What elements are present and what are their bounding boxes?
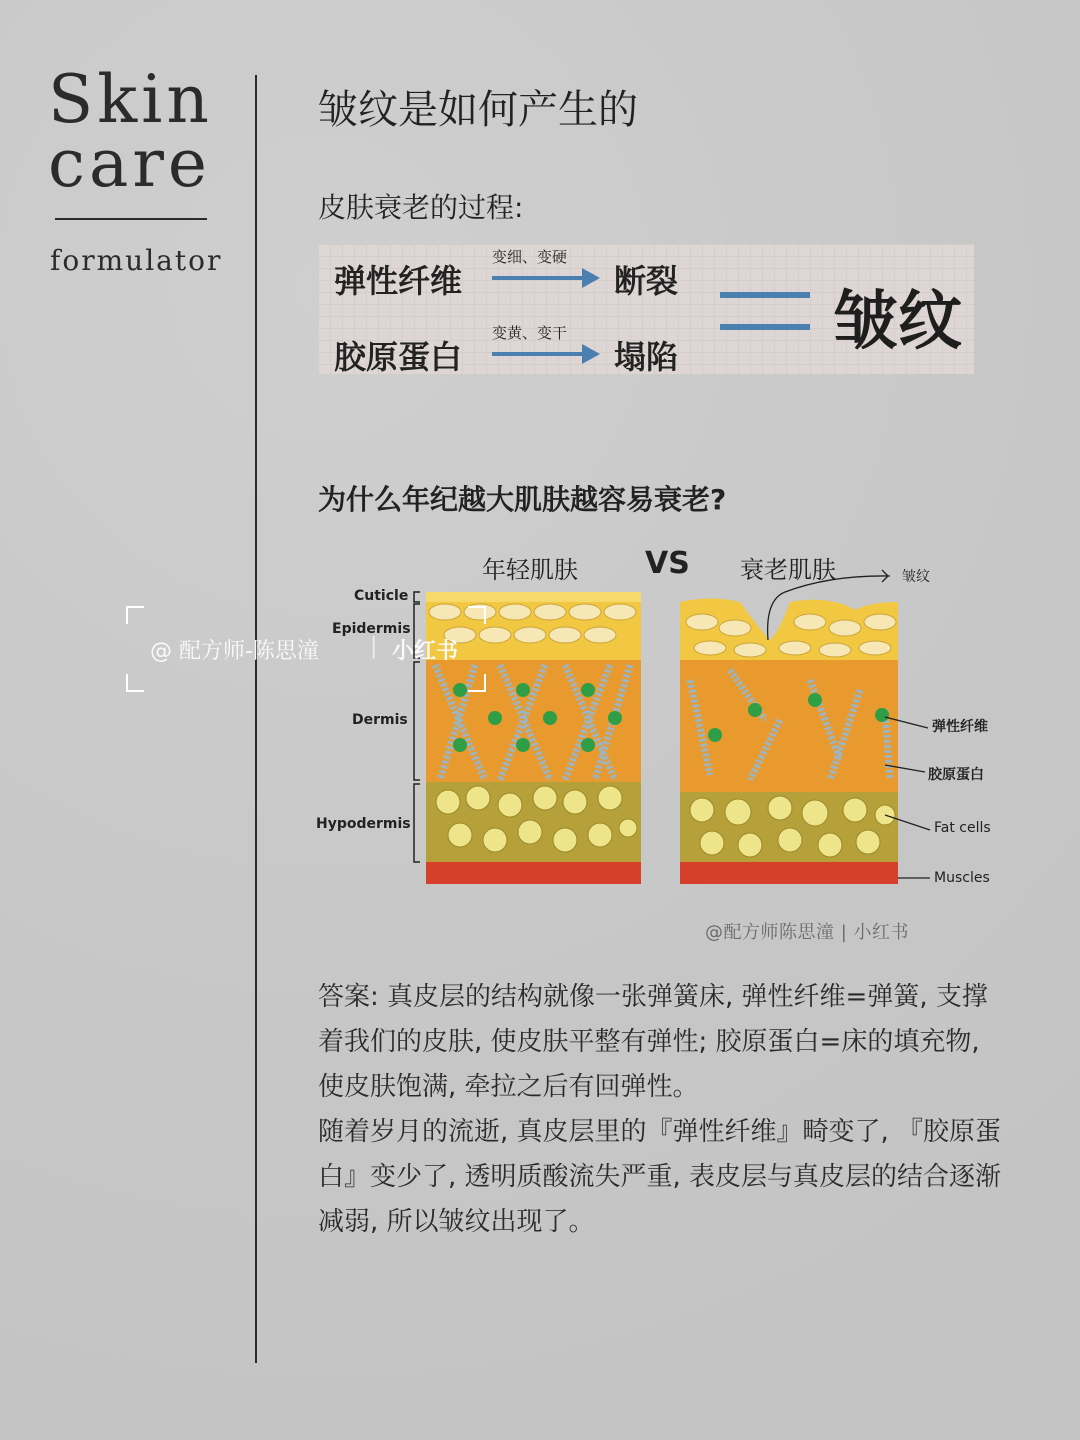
flow-outcome-wrinkle: 皱纹 — [834, 285, 962, 359]
label-elastic-fiber: 弹性纤维 — [932, 719, 988, 735]
overlay-watermark-platform: 小红书 — [392, 639, 459, 664]
aging-process-flow — [318, 244, 974, 374]
why-heading: 为什么年纪越大肌肤越容易衰老? — [318, 483, 727, 516]
bracket-tl — [126, 606, 144, 624]
flow-result-collapse: 塌陷 — [614, 338, 679, 376]
flow-source-collagen: 胶原蛋白 — [334, 338, 463, 376]
flow-source-elastic-fiber: 弹性纤维 — [334, 262, 463, 300]
aged-skin-panel — [680, 599, 898, 885]
brand-subtitle: formulator — [50, 244, 223, 277]
brand-divider — [55, 218, 207, 220]
flow-result-break: 断裂 — [614, 262, 679, 300]
page-title: 皱纹是如何产生的 — [318, 87, 638, 133]
flow-note-2: 变黄、变干 — [492, 324, 568, 342]
flow-arrow-2 — [492, 352, 586, 356]
skin-comparison-diagram — [310, 540, 1010, 960]
equals-bar-bottom — [720, 324, 810, 330]
vs-label: VS — [645, 546, 690, 581]
brand-line-skin: Skin — [48, 61, 213, 138]
label-muscles: Muscles — [934, 870, 990, 886]
wrinkle-label: 皱纹 — [902, 569, 930, 585]
answer-text — [318, 975, 1008, 1245]
bracket-tr — [468, 606, 486, 624]
layer-label-epidermis: Epidermis — [332, 621, 411, 637]
young-skin-panel — [426, 592, 641, 884]
answer-paragraph-1: 答案: 真皮层的结构就像一张弹簧床, 弹性纤维=弹簧, 支撑着我们的皮肤, 使皮肤平整有弹性; 胶原蛋白=床的填充物, 使皮肤饱满, 牵拉之后有回弹性。 — [318, 982, 988, 1102]
flow-arrow-1 — [492, 276, 586, 280]
aged-skin-label: 衰老肌肤 — [740, 556, 836, 584]
overlay-watermark-divider: | — [370, 634, 378, 659]
overlay-watermark-author: @ 配方师-陈思潼 — [150, 639, 319, 664]
brand-logo — [48, 61, 218, 202]
skin-diagram-graphic — [310, 540, 1010, 960]
layer-label-hypodermis: Hypodermis — [316, 816, 411, 832]
flow-note-1: 变细、变硬 — [492, 248, 568, 266]
diagram-watermark: @配方师陈思潼 | 小红书 — [705, 922, 910, 943]
equals-bar-top — [720, 292, 810, 298]
label-fat-cells: Fat cells — [934, 820, 991, 836]
process-heading: 皮肤衰老的过程: — [318, 191, 524, 224]
bracket-br — [468, 674, 486, 692]
brand-line-care: care — [48, 125, 211, 202]
label-collagen: 胶原蛋白 — [928, 767, 984, 783]
vertical-divider — [255, 75, 257, 1363]
layer-brackets — [414, 592, 420, 862]
layer-label-dermis: Dermis — [352, 712, 408, 728]
bracket-bl — [126, 674, 144, 692]
layer-label-cuticle: Cuticle — [354, 588, 409, 604]
young-skin-label: 年轻肌肤 — [482, 556, 578, 584]
answer-paragraph-2: 随着岁月的流逝, 真皮层里的『弹性纤维』畸变了, 『胶原蛋白』变少了, 透明质酸流失严重, 表皮层与真皮层的结合逐渐减弱, 所以皱纹出现了。 — [318, 1117, 1002, 1237]
